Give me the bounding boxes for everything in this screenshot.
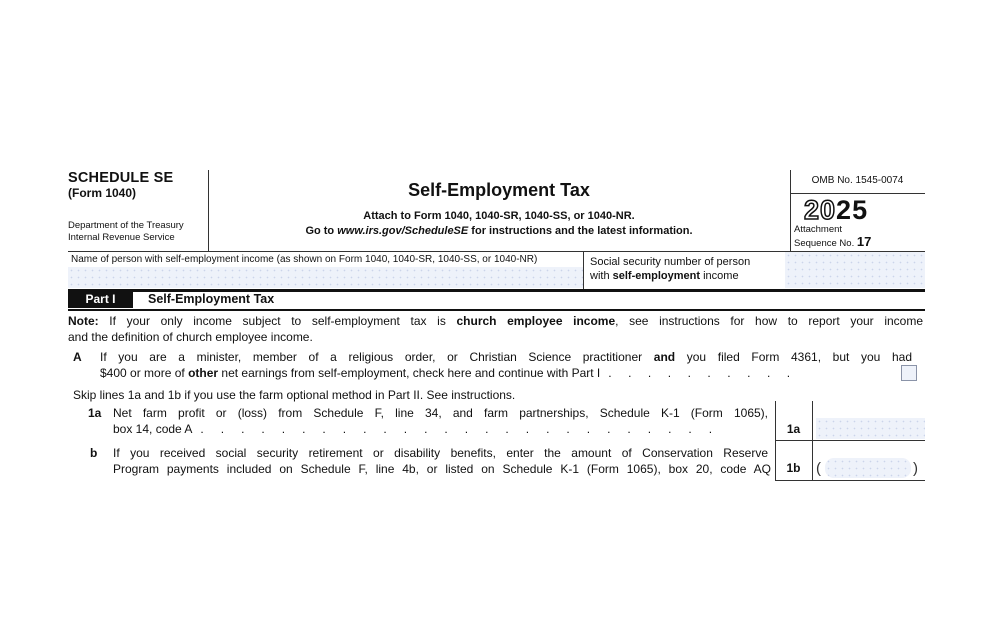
ssn-label-line2-bold: self-employment [612,270,701,282]
name-label: Name of person with self-employment income (as shown on Form 1040, 1040-SR, 1040-SS, or 1040-NR) [71,254,538,265]
note-seg1: If your only income subject to self-employment tax is [98,314,457,328]
line-1a-text2 [113,421,729,437]
line-a-seg1: If you are a minister, member of a religious order, or Christian Science practitioner [100,350,654,364]
ssn-label-line2-pre: with [590,270,613,282]
ssn-label-line1: Social security number of person [590,256,751,268]
ssn-input[interactable] [785,252,925,288]
part1-label-badge: Part I [68,291,133,308]
line-a-dot-leader: .......... [608,366,807,380]
line-1b-number: b [90,446,98,460]
amount-col-divider-right [812,401,813,481]
omb-year-block [790,170,925,251]
line-a-label: A [73,350,82,364]
line-a-bold-and: and [653,350,676,364]
note-line2: and the definition of church employee income. [68,330,313,344]
line-1b-text2: Program payments included on Schedule F, line 4b, or listed on Schedule K-1 (Form 1065), box 20, code AQ [113,462,771,476]
ssn-label-line2-post: income [700,270,739,282]
goto-suffix: for instructions and the latest information. [468,225,693,237]
line-1a-bottom-rule [775,440,925,441]
omb-number: OMB No. 1545-0074 [811,175,904,186]
line-a-seg2: you filed Form 4361, but you had [675,350,912,364]
name-ssn-divider [583,251,584,289]
line-a-seg4: net earnings from self-employment, check here and continue with Part I [218,366,601,380]
form-title-block [208,170,790,251]
part1-underline [68,309,925,311]
line-1a-amount-input[interactable] [816,418,925,439]
schedule-name: SCHEDULE SE [68,170,174,186]
skip-lines-note: Skip lines 1a and 1b if you use the farm optional method in Part II. See instructions. [73,388,516,402]
year-bold-digits: 25 [836,195,869,225]
amount-col-divider-left [775,401,776,481]
attachment-word: Attachment [794,224,843,235]
line-1a-number: 1a [88,406,102,420]
line-1b-text1: If you received social security retirement or disability benefits, enter the amount of Conservation Reserve [113,446,768,460]
omb-underline [790,193,925,194]
dept-treasury: Department of the Treasury [68,220,184,231]
note-lead: Note: [68,314,99,328]
note-bold-church-income: church employee income [456,314,616,328]
line-1b-box-label: 1b [786,461,801,475]
line-a-seg3: $400 or more of [100,366,189,380]
irs-name: Internal Revenue Service [68,232,175,243]
line-a-bold-other: other [188,366,219,380]
line-1b-amount-input[interactable] [825,458,911,478]
line-1a-text1: Net farm profit or (loss) from Schedule F, line 34, and farm partnerships, Schedule K-1 (Form 1065), [113,406,768,420]
line-1a-text2-label: box 14, code A [113,422,193,436]
attach-instruction: Attach to Form 1040, 1040-SR, 1040-SS, or 1040-NR. [363,210,635,222]
form-number: (Form 1040) [68,186,137,200]
name-input[interactable] [68,267,583,288]
line-1b-bottom-rule [775,480,925,481]
sequence-number: 17 [856,233,872,249]
note-seg2: , see instructions for how to report your income [615,314,923,328]
line-a-checkbox[interactable] [901,365,917,381]
line-1a-dot-leader: .......................... [200,422,730,436]
form-body [68,170,925,482]
line-1b-paren-open: ( [816,460,821,477]
sequence-label: Sequence No. [794,237,857,249]
line-a-text2 [100,365,807,381]
line-1b-paren-close: ) [913,460,918,477]
line-a-text1 [100,349,912,365]
part1-title: Self-Employment Tax [148,292,275,306]
part1-header [68,291,925,309]
form-title: Self-Employment Tax [408,180,590,200]
note-line1 [68,313,923,329]
form-id-block [68,170,201,251]
goto-prefix: Go to [305,225,338,237]
year-outline-digits: 20 [804,195,837,225]
line-1a-box-label: 1a [786,422,801,436]
irs-url: www.irs.gov/ScheduleSE [337,225,469,237]
